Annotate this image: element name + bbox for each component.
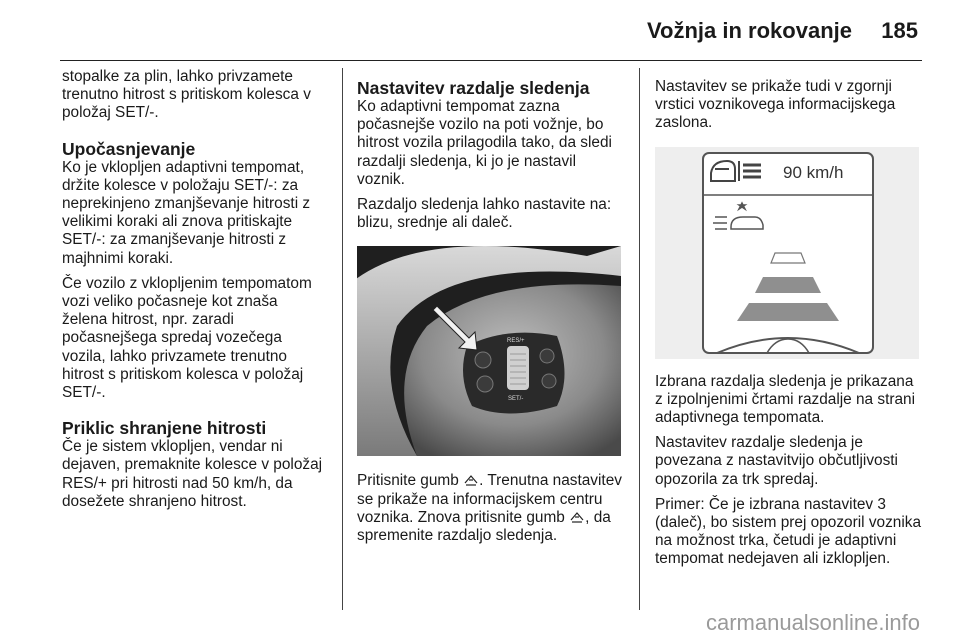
column-divider bbox=[639, 68, 640, 610]
column-left bbox=[62, 68, 327, 518]
page-number: 185 bbox=[881, 18, 918, 43]
heading-recall-speed: Priklic shranjene hitrosti bbox=[62, 418, 267, 439]
paragraph: Primer: Če je izbrana nastavitev 3 (daleč), bo sistem prej opozoril voznika na možnost trka, četudi je adaptivni tempomat nedejaven ali izklopljen. bbox=[655, 495, 922, 568]
set-minus-label: SET/- bbox=[508, 396, 524, 403]
intro-paragraph: stopalke za plin, lahko privzamete trenutno hitrost s pritiskom kolesca v položaj SET/-. bbox=[62, 68, 311, 122]
paragraph: Če vozilo z vklopljenim tempomatom vozi veliko počasneje kot znaša želena hitrost, npr. zaradi počasnejšega spredaj vozečega vozila, lahko privzamete trenutno hitrost s pritiskom kolesca v položaj SET/-. bbox=[62, 274, 312, 402]
press-text-a: Pritisnite gumb bbox=[357, 472, 459, 490]
paragraph-press-button bbox=[357, 472, 627, 545]
steering-wheel-figure bbox=[357, 246, 621, 456]
section-title: Vožnja in rokovanje bbox=[647, 18, 852, 43]
res-plus-label: RES/+ bbox=[507, 338, 525, 345]
header-divider bbox=[60, 60, 922, 61]
heading-deceleration: Upočasnjevanje bbox=[62, 138, 196, 159]
driver-info-display-figure bbox=[655, 147, 919, 359]
press-text-b: . Trenutna nastavitev se prikaže na informacijskem centru voznika. Znova pritisnite gumb bbox=[357, 472, 622, 526]
heading-follow-distance: Nastavitev razdalje sledenja bbox=[357, 78, 590, 98]
column-right bbox=[655, 78, 925, 576]
display-speed: 90 km/h bbox=[783, 162, 844, 182]
paragraph: Ko je vklopljen adaptivni tempomat, držite kolesce v položaju SET/-: za neprekinjeno zmanjševanje hitrosti z velikimi koraki ali znova pritiskajte SET/-: za zmanjševanje hitrosti z majhnimi koraki. bbox=[62, 158, 311, 267]
column-divider bbox=[342, 68, 343, 610]
paragraph: Nastavitev razdalje sledenja je povezana z nastavitvijo občutljivosti opozorila za trk spredaj. bbox=[655, 434, 898, 488]
page-header bbox=[0, 0, 960, 62]
paragraph: Razdaljo sledenja lahko nastavite na: blizu, srednje ali daleč. bbox=[357, 196, 612, 232]
follow-distance-icon bbox=[463, 473, 479, 487]
paragraph: Nastavitev se prikaže tudi v zgornji vrstici voznikovega informacijskega zaslona. bbox=[655, 78, 896, 132]
watermark: carmanualsonline.info bbox=[705, 610, 920, 635]
paragraph: Izbrana razdalja sledenja je prikazana z izpolnjenimi črtami razdalje na strani adaptivnega tempomata. bbox=[655, 372, 916, 427]
column-middle bbox=[357, 78, 627, 552]
paragraph: Če je sistem vklopljen, vendar ni dejaven, premaknite kolesce v položaj RES/+ pri hitrosti nad 50 km/h, da dosežete shranjeno hitrost. bbox=[62, 438, 323, 510]
press-text-c: , da spremenite razdaljo sledenja. bbox=[357, 508, 611, 545]
paragraph: Ko adaptivni tempomat zazna počasnejše vozilo na poti vožnje, bo hitrost vozila prilagodila tako, da sledi razdalji sledenja, ki jo je nastavil voznik. bbox=[357, 98, 612, 188]
follow-distance-icon bbox=[569, 510, 585, 524]
